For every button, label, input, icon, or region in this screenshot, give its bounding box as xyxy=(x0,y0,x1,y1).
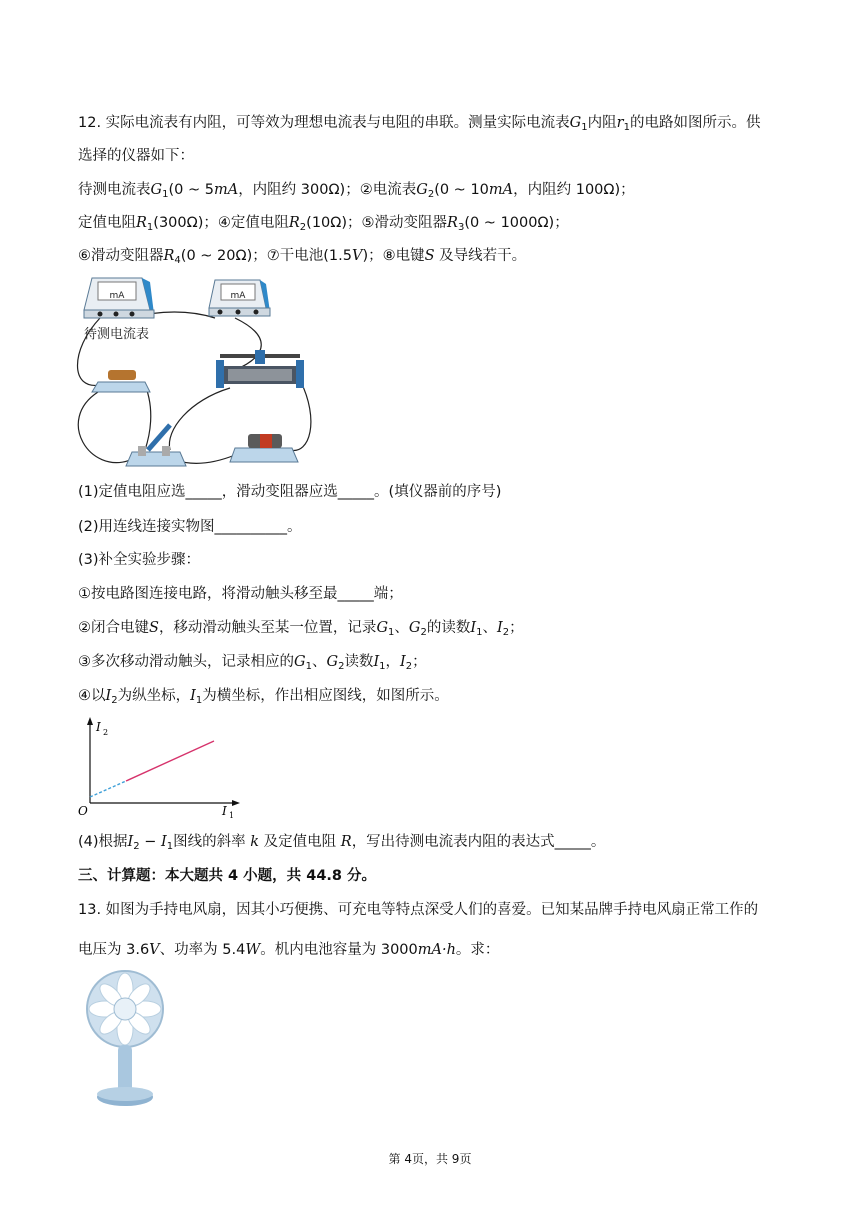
tested-meter-label: 待测电流表 xyxy=(84,327,150,342)
wire xyxy=(145,385,151,450)
switch xyxy=(126,425,186,466)
battery xyxy=(230,434,298,462)
q12-step3: ③多次移动滑动触头，记录相应的$G_1$、$G_2$读数$I_1$，$I_2$； xyxy=(78,654,427,672)
q12-part1: (1)定值电阻应选_____，滑动变阻器应选_____。(填仪器前的序号) xyxy=(78,484,502,500)
data-line xyxy=(126,741,214,781)
origin-label: O xyxy=(78,804,88,818)
extrapolated-line xyxy=(90,781,126,797)
y-axis-arrow xyxy=(87,717,93,725)
wire xyxy=(290,380,311,450)
section-heading: 三、计算题：本大题共 4 小题，共 44.8 分。 xyxy=(78,868,377,884)
page-footer: 第 4页，共 9页 xyxy=(388,1152,472,1166)
q12-part4: (4)根据$I_2 - I_1$图线的斜率 k 及定值电阻 R，写出待测电流表内阻的表达式_____。 xyxy=(78,834,606,852)
wire xyxy=(169,388,230,450)
y-axis-label: I xyxy=(96,720,101,734)
q12-step1: ①按电路图连接电路，将滑动触头移至最_____端； xyxy=(78,586,403,602)
q12-items-1: 待测电流表$G_1(0$ ~ 5mA，内阻约 300Ω)；②电流表$G_2(0$ ~ 10mA，内阻约 100Ω)； xyxy=(78,182,635,200)
rheostat xyxy=(216,350,304,388)
x-axis-sub: 1 xyxy=(229,811,235,820)
q13-line1: 13. 如图为手持电风扇，因其小巧便携、可充电等特点深受人们的喜爱。已知某品牌手持电风扇正常工作的 xyxy=(78,902,759,918)
x-axis-arrow xyxy=(232,800,240,806)
handheld-fan-picture xyxy=(80,965,175,1110)
q12-part2: (2)用连线连接实物图__________。 xyxy=(78,519,302,535)
q12-items-6: ⑥滑动变阻器$R_4(0$ ~ 20Ω)；⑦干电池(1.5V)；⑧电键S 及导线若干。 xyxy=(78,248,527,266)
ammeter-g2 xyxy=(209,280,270,316)
q12-part3: (3)补全实验步骤： xyxy=(78,552,201,568)
wire xyxy=(78,392,130,463)
i2-i1-graph xyxy=(76,715,246,820)
circuit-diagram xyxy=(70,270,320,475)
q12-intro: 12. 实际电流表有内阻，可等效为理想电流表与电阻的串联。测量实际电流表$G_1$内阻$r_1$的电路如图所示。供 xyxy=(78,115,761,133)
q12-items-3: 定值电阻$R_1(300\Omega)$；④定值电阻$R_2(10\Omega)$；⑤滑动变阻器$R_3(0$ ~ 1000Ω)； xyxy=(78,215,569,233)
fixed-resistor xyxy=(92,370,150,392)
meter-label: mA xyxy=(230,291,246,301)
q12-step2: ②闭合电键S，移动滑动触头至某一位置，记录$G_1$、$G_2$的读数$I_1$、$I_2$； xyxy=(78,620,524,638)
y-axis-sub: 2 xyxy=(103,728,109,737)
meter-label: mA xyxy=(109,291,125,301)
q12-step4: ④以$I_2$为纵坐标，$I_1$为横坐标，作出相应图线，如图所示。 xyxy=(78,688,449,706)
q12-intro-line2: 选择的仪器如下： xyxy=(78,148,194,164)
x-axis-label: I xyxy=(222,804,227,818)
tested-ammeter xyxy=(84,278,154,318)
q13-line2: 电压为 3.6V、功率为 5.4W。机内电池容量为 3000mA·h。求： xyxy=(78,942,500,958)
